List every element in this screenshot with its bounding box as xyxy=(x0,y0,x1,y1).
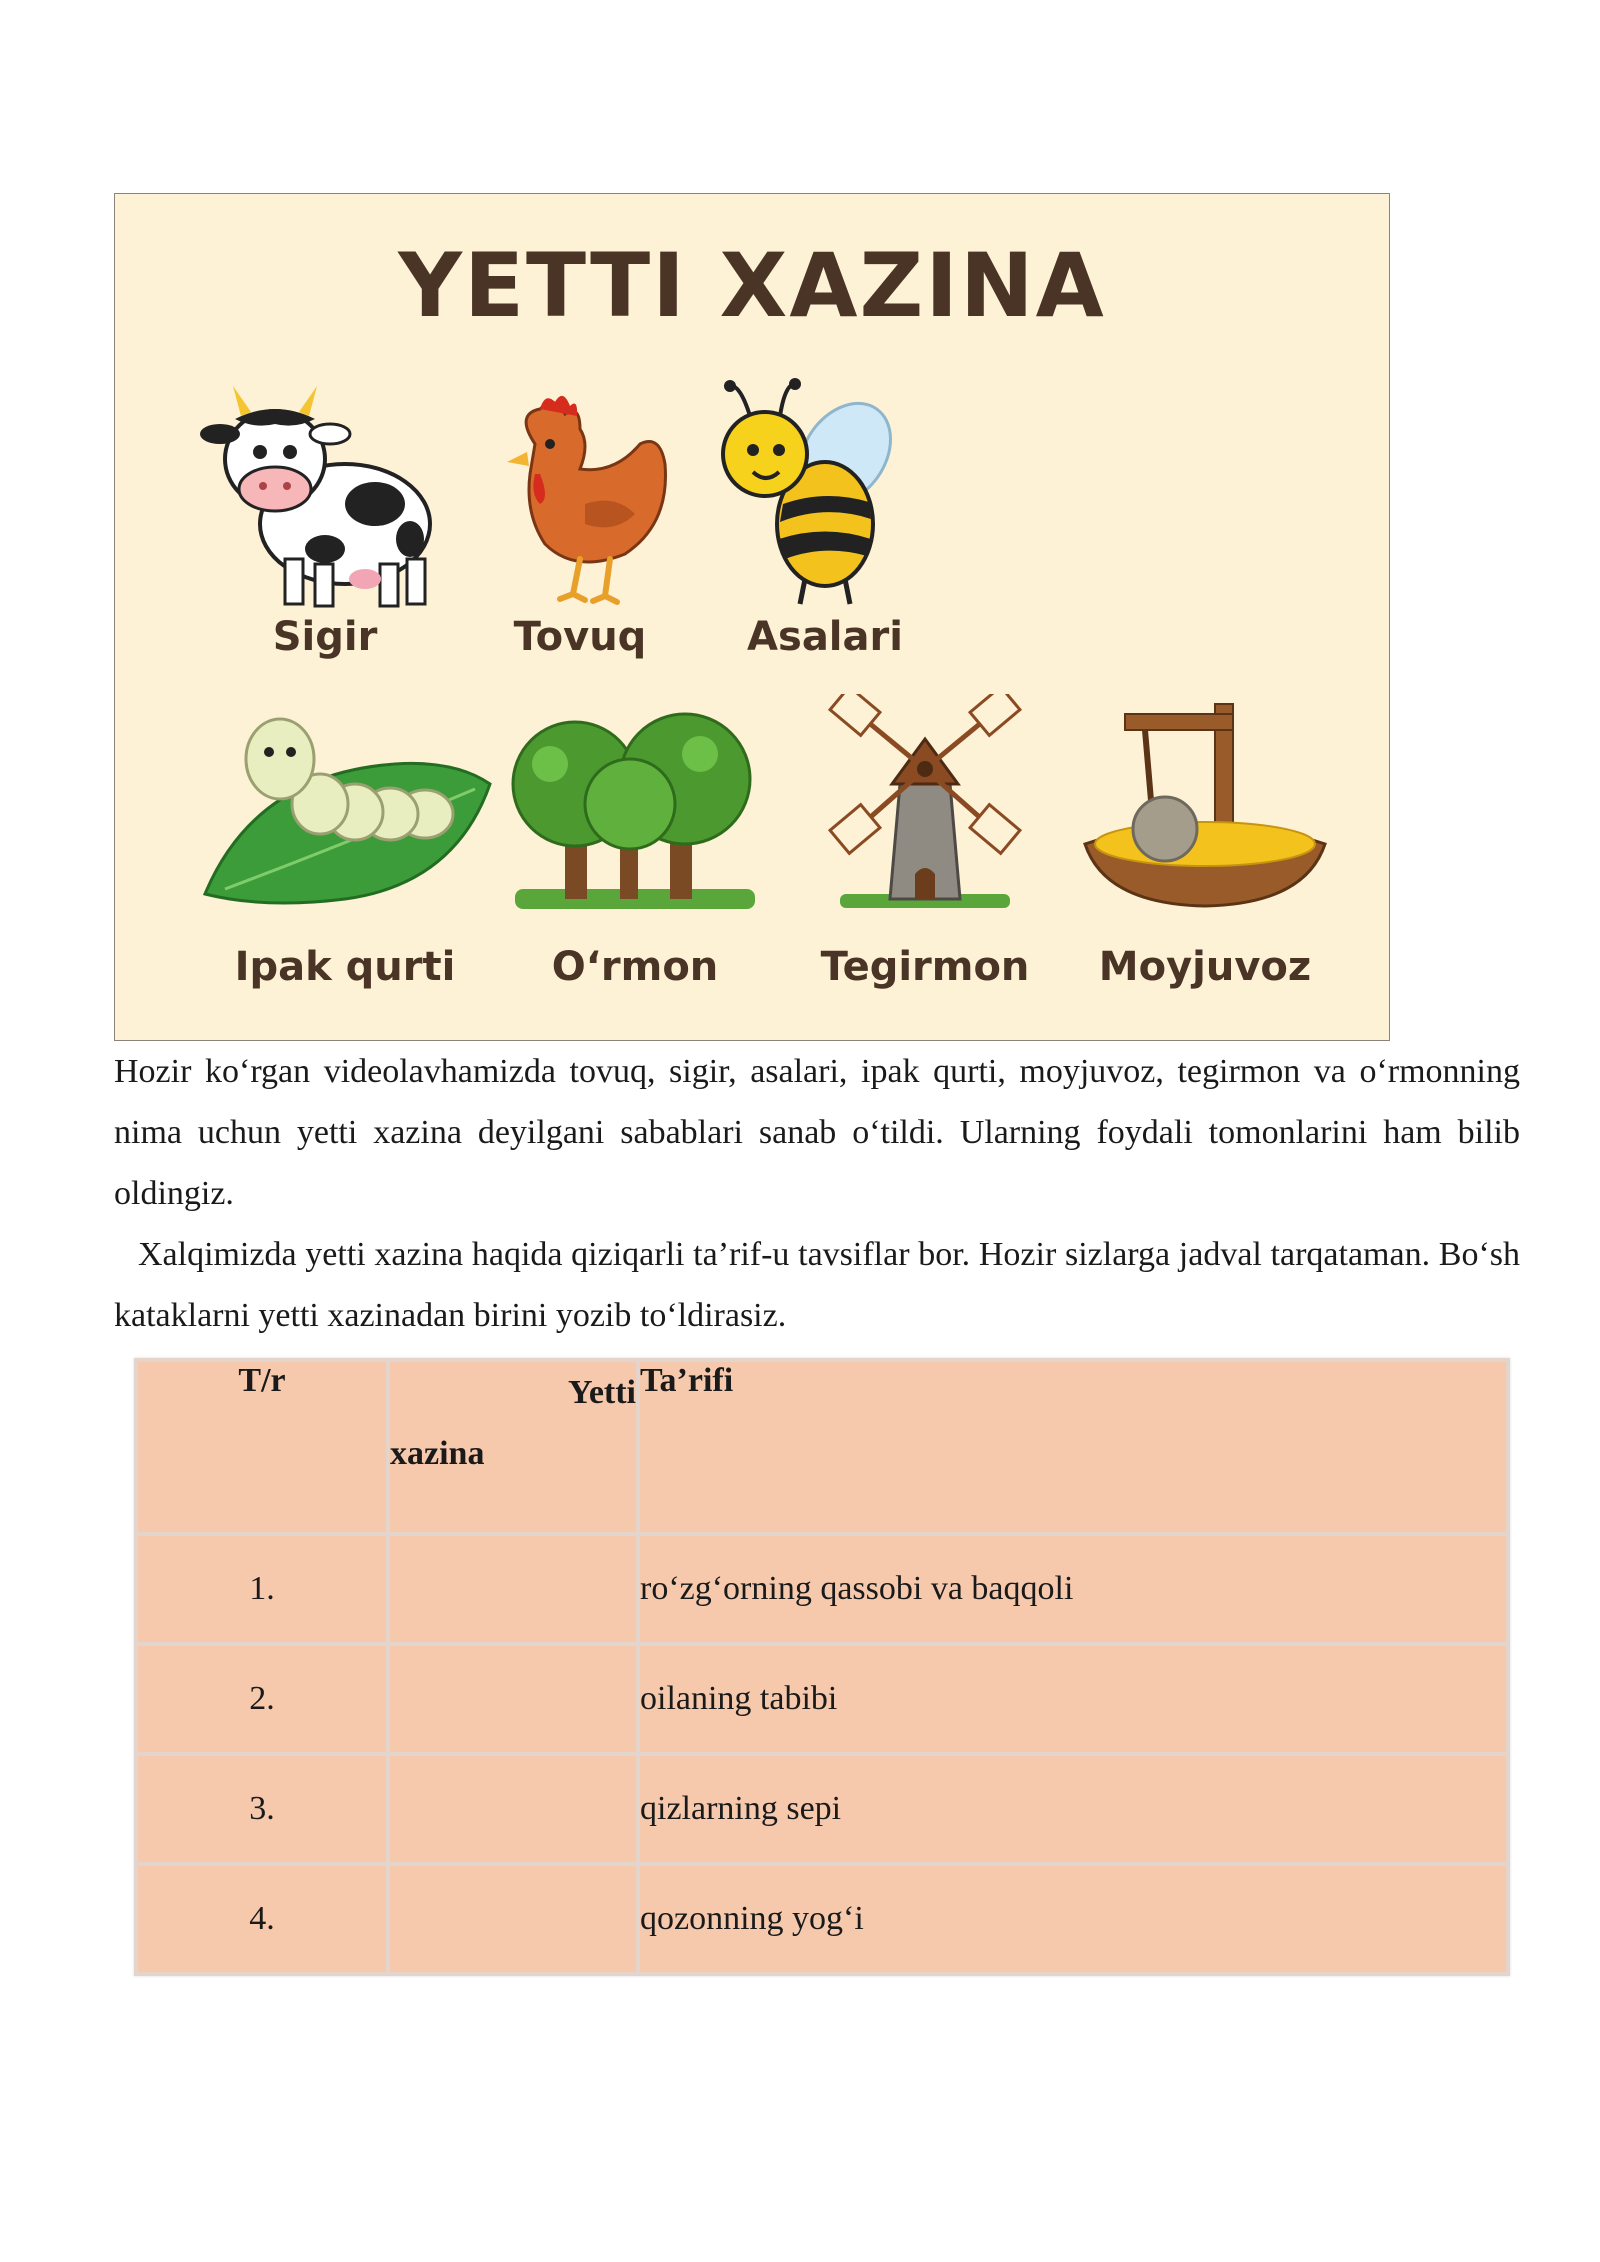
row-number: 4. xyxy=(136,1864,388,1974)
forest-icon xyxy=(495,694,775,924)
poster-label-ipak-qurti: Ipak qurti xyxy=(234,944,456,990)
header-yetti-xazina xyxy=(388,1360,638,1534)
yetti-xazina-poster xyxy=(114,193,1390,1041)
poster-label-tovuq: Tovuq xyxy=(513,614,647,660)
bee-icon xyxy=(695,374,955,614)
table-row xyxy=(136,1754,1508,1864)
poster-label-asalari: Asalari xyxy=(747,614,903,660)
windmill-icon xyxy=(780,694,1070,924)
poster-title: YETTI XAZINA xyxy=(398,234,1106,337)
answer-cell[interactable] xyxy=(388,1644,638,1754)
intro-paragraph: Hozir ko‘rgan videolavhamizda tovuq, sigir, asalari, ipak qurti, moyjuvoz, tegirmon va o‘rmonning nima uchun yetti xazina deyilgani sabablari sanab o‘tildi. Ularning foydali tomonlarini ham bilib oldingiz. xyxy=(114,1053,1520,1212)
row-number: 3. xyxy=(136,1754,388,1864)
task-paragraph: Xalqimizda yetti xazina haqida qiziqarli ta’rif-u tavsiflar bor. Hozir sizlarga jadval tarqataman. Bo‘sh kataklarni yetti xazinadan birini yozib to‘ldirasiz. xyxy=(114,1236,1520,1334)
table-row xyxy=(136,1644,1508,1754)
answer-cell[interactable] xyxy=(388,1754,638,1864)
row-number: 1. xyxy=(136,1534,388,1644)
oil-press-card xyxy=(1065,694,1345,1014)
cow-icon xyxy=(175,374,475,614)
chicken-card xyxy=(445,374,715,674)
yetti-xazina-table xyxy=(134,1358,1510,1976)
table-header-row xyxy=(136,1360,1508,1534)
row-number: 2. xyxy=(136,1644,388,1754)
silkworm-icon xyxy=(195,694,495,924)
table-row xyxy=(136,1864,1508,1974)
cow-card xyxy=(175,374,475,674)
header-tr: T/r xyxy=(136,1360,388,1534)
header-tarifi: Ta’rifi xyxy=(638,1360,1508,1534)
poster-label-tegirmon: Tegirmon xyxy=(820,944,1030,990)
row-description: qizlarning sepi xyxy=(638,1754,1508,1864)
table-row xyxy=(136,1534,1508,1644)
forest-card xyxy=(495,694,775,1014)
windmill-card xyxy=(780,694,1070,1014)
row-description: ro‘zg‘orning qassobi va baqqoli xyxy=(638,1534,1508,1644)
poster-label-ormon: O‘rmon xyxy=(551,944,719,990)
oil-press-icon xyxy=(1065,694,1345,924)
answer-cell[interactable] xyxy=(388,1864,638,1974)
row-description: qozonning yog‘i xyxy=(638,1864,1508,1974)
poster-label-sigir: Sigir xyxy=(272,614,378,660)
poster-label-moyjuvoz: Moyjuvoz xyxy=(1098,944,1312,990)
header-xazina: xazina xyxy=(390,1435,485,1472)
chicken-icon xyxy=(445,374,715,614)
answer-cell[interactable] xyxy=(388,1534,638,1644)
row-description: oilaning tabibi xyxy=(638,1644,1508,1754)
bee-card xyxy=(695,374,955,674)
header-yetti: Yetti xyxy=(568,1374,636,1411)
silkworm-card xyxy=(195,694,495,1014)
